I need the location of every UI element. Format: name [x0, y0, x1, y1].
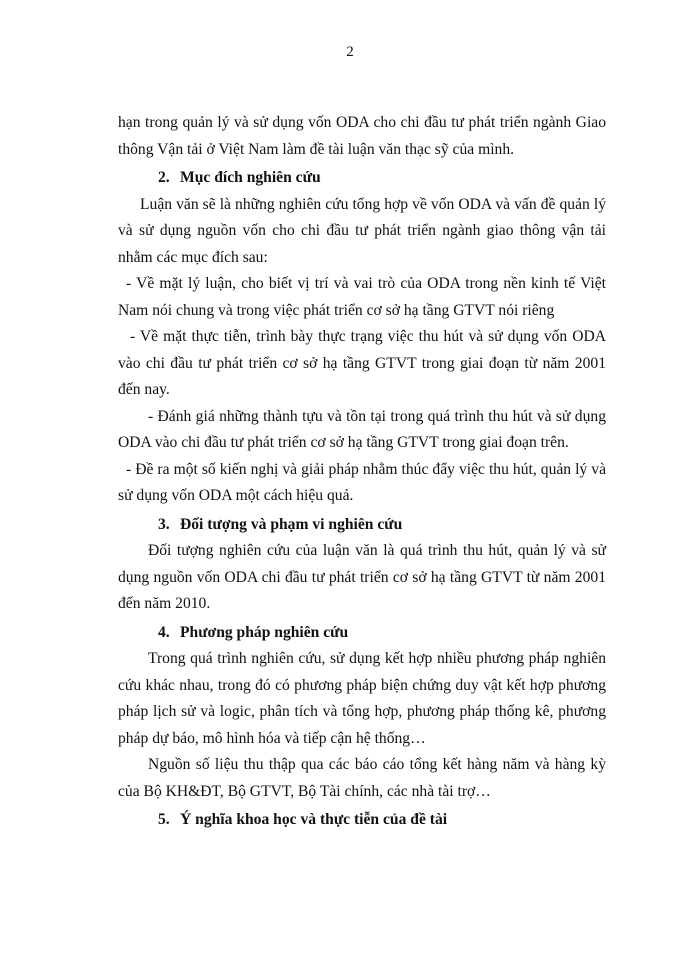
paragraph-data-sources: Nguồn số liệu thu thập qua các báo cáo tổng kết hàng năm và hàng kỳ của Bộ KH&ĐT, Bộ GTVT, Bộ Tài chính, các nhà tài trợ…: [118, 756, 606, 800]
bullet-practice: - Về mặt thực tiễn, trình bày thực trạng việc thu hút và sử dụng vốn ODA vào chi đầu tư phát triển cơ sở hạ tầng GTVT trong giai đoạn từ năm 2001 đến nay.: [118, 328, 606, 398]
bullet-evaluation: - Đánh giá những thành tựu và tồn tại trong quá trình thu hút và sử dụng ODA vào chi đầu tư phát triển cơ sở hạ tầng GTVT trong giai đoạn trên.: [118, 407, 606, 451]
section-heading-4: [118, 620, 606, 647]
section-title: Đối tượng và phạm vi nghiên cứu: [180, 515, 403, 533]
section-heading-3: [118, 512, 606, 539]
bullet-recommendation: - Đề ra một số kiến nghị và giải pháp nhằm thúc đẩy việc thu hút, quản lý và sử dụng vốn ODA một cách hiệu quả.: [118, 460, 606, 504]
paragraph-continuation: hạn trong quản lý và sử dụng vốn ODA cho chi đầu tư phát triển ngành Giao thông Vận tải ở Việt Nam làm đề tài luận văn thạc sỹ của mình.: [118, 114, 606, 158]
section-title: Ý nghĩa khoa học và thực tiễn của đề tài: [180, 811, 448, 828]
document-body: [118, 110, 606, 834]
section-heading-5: [118, 807, 606, 834]
section-number: 4.: [158, 623, 170, 641]
section-title: Phương pháp nghiên cứu: [180, 623, 349, 641]
section-title: Mục đích nghiên cứu: [180, 169, 321, 186]
paragraph-methods: Trong quá trình nghiên cứu, sử dụng kết hợp nhiều phương pháp nghiên cứu khác nhau, trong đó có phương pháp biện chứng duy vật kết hợp phương pháp lịch sử và logic, phân tích và tổng hợp, phương pháp thống kê, phương pháp dự báo, mô hình hóa và tiếp cận hệ thống…: [118, 650, 606, 747]
section-number: 3.: [158, 515, 170, 533]
paragraph-scope: Đối tượng nghiên cứu của luận văn là quá trình thu hút, quản lý và sử dụng nguồn vốn ODA chi đầu tư phát triển cơ sở hạ tầng GTVT từ năm 2001 đến năm 2010.: [118, 542, 606, 612]
bullet-theory: - Về mặt lý luận, cho biết vị trí và vai trò của ODA trong nền kinh tế Việt Nam nói chung và trong việc phát triển cơ sở hạ tầng GTVT nói riêng: [118, 275, 606, 319]
section-heading-2: [118, 165, 606, 192]
paragraph-purpose-intro: Luận văn sẽ là những nghiên cứu tổng hợp về vốn ODA và vấn đề quản lý và sử dụng nguồn vốn cho chi đầu tư phát triển ngành giao thông vận tải nhằm các mục đích sau:: [118, 195, 606, 266]
section-number: 2.: [158, 169, 170, 186]
page-number: 2: [346, 44, 354, 60]
section-number: 5.: [158, 811, 170, 828]
